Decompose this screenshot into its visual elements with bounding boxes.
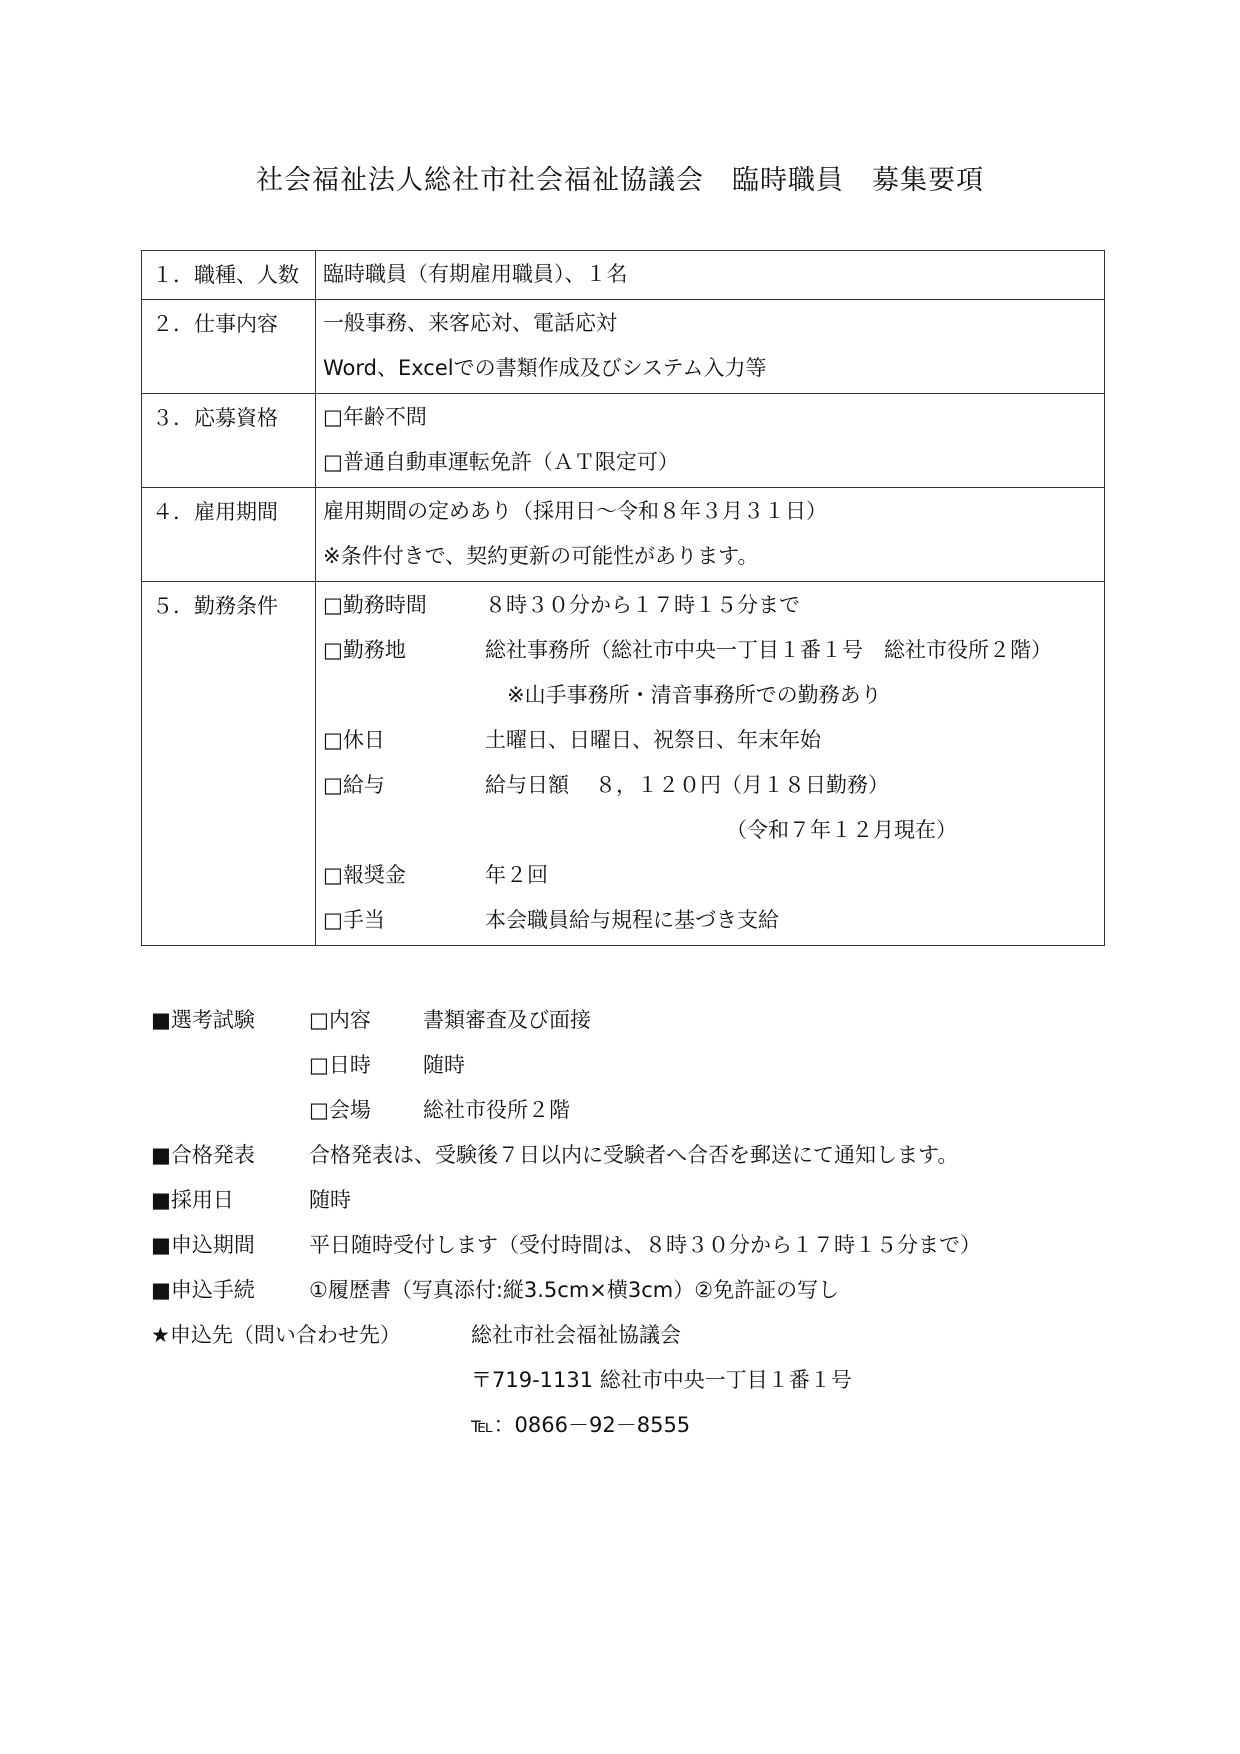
period-note: ※条件付きで、契約更新の可能性があります。 — [323, 544, 759, 568]
hours-label: □勤務時間 — [323, 593, 427, 617]
holiday-label: □休日 — [323, 728, 385, 752]
table-row — [142, 488, 1105, 582]
selection-content: 書類審査及び面接 — [423, 1008, 591, 1032]
selection-date-label: □日時 — [309, 1053, 371, 1077]
row-header: ４．雇用期間 — [142, 488, 316, 582]
selection-venue-label: □会場 — [309, 1098, 371, 1122]
row-header: ３．応募資格 — [142, 394, 316, 488]
pay-value: ８，１２０円（月１８日勤務） — [595, 773, 889, 797]
pay-note: （令和７年１２月現在） — [726, 818, 957, 842]
allowance-line — [323, 905, 1104, 945]
hours-line — [323, 590, 1104, 635]
row-body — [316, 251, 1105, 300]
allowance-label: □手当 — [323, 908, 385, 932]
row-header: ５．勤務条件 — [142, 582, 316, 946]
allowance-value: 本会職員給与規程に基づき支給 — [485, 908, 779, 932]
row-body — [316, 488, 1105, 582]
period-head: ■申込期間 — [151, 1233, 255, 1257]
row-header: ２．仕事内容 — [142, 300, 316, 394]
place-line — [323, 635, 1104, 680]
selection-date: 随時 — [423, 1053, 465, 1077]
table-row — [142, 300, 1105, 394]
job-duty-text: 一般事務、来客応対、電話応対 — [323, 311, 617, 335]
job-type-text: 臨時職員（有期雇用職員）、１名 — [323, 262, 628, 286]
qualification-text: □普通自動車運転免許（ＡＴ限定可） — [323, 450, 679, 474]
selection-venue: 総社市役所２階 — [423, 1098, 570, 1122]
place-label: □勤務地 — [323, 638, 406, 662]
job-duty-text: Word、Excelでの書類作成及びシステム入力等 — [323, 356, 767, 380]
address-line — [151, 1365, 981, 1410]
bonus-line — [323, 860, 1104, 905]
table-row — [142, 251, 1105, 300]
result-line — [151, 1140, 981, 1185]
result-text: 合格発表は、受験後７日以内に受験者へ合否を郵送にて通知します。 — [309, 1143, 959, 1167]
holiday-value: 土曜日、日曜日、祝祭日、年末年始 — [485, 728, 821, 752]
contact-head: ★申込先（問い合わせ先） — [151, 1323, 401, 1347]
period-line — [151, 1230, 981, 1275]
selection-line — [151, 1005, 981, 1050]
place-value: 総社事務所（総社市中央一丁目１番１号 総社市役所２階） — [485, 638, 1052, 662]
pay-name: 給与日額 — [485, 773, 569, 797]
row-body — [316, 300, 1105, 394]
result-head: ■合格発表 — [151, 1143, 255, 1167]
contact-address: 〒719-1131 総社市中央一丁目１番１号 — [471, 1368, 852, 1392]
contact-org: 総社市社会福祉協議会 — [471, 1323, 681, 1347]
selection-head: ■選考試験 — [151, 1008, 255, 1032]
qualification-text: □年齢不問 — [323, 405, 427, 429]
selection-date-line — [151, 1050, 981, 1095]
selection-venue-line — [151, 1095, 981, 1140]
requirements-table — [141, 250, 1105, 946]
procedure-line — [151, 1275, 981, 1320]
place-note: ※山手事務所・清音事務所での勤務あり — [507, 683, 882, 707]
hours-value: ８時３０分から１７時１５分まで — [485, 593, 800, 617]
selection-content-label: □内容 — [309, 1008, 371, 1032]
row-body — [316, 582, 1105, 946]
table-row — [142, 394, 1105, 488]
period-text: 平日随時受付します（受付時間は、８時３０分から１７時１５分まで） — [309, 1233, 981, 1257]
pay-line — [323, 770, 1104, 815]
pay-label: □給与 — [323, 773, 385, 797]
bonus-label: □報奨金 — [323, 863, 406, 887]
procedure-head: ■申込手続 — [151, 1278, 255, 1302]
procedure-text: ①履歴書（写真添付:縦3.5cm×横3cm）②免許証の写し — [309, 1278, 840, 1302]
page-title: 社会福祉法人総社市社会福祉協議会 臨時職員 募集要項 — [256, 165, 984, 196]
row-header: １．職種、人数 — [142, 251, 316, 300]
hire-text: 随時 — [309, 1188, 351, 1212]
row-body — [316, 394, 1105, 488]
holiday-line — [323, 725, 1104, 770]
contact-line — [151, 1320, 981, 1365]
period-text: 雇用期間の定めあり（採用日～令和８年３月３１日） — [323, 499, 827, 523]
table-row — [142, 582, 1105, 946]
hire-line — [151, 1185, 981, 1230]
contact-tel: ℡：0866－92－8555 — [471, 1413, 691, 1437]
hire-head: ■採用日 — [151, 1188, 234, 1212]
details-section — [151, 1005, 981, 1455]
tel-line — [151, 1410, 981, 1455]
bonus-value: 年２回 — [485, 863, 548, 887]
contact-block — [151, 1320, 981, 1455]
